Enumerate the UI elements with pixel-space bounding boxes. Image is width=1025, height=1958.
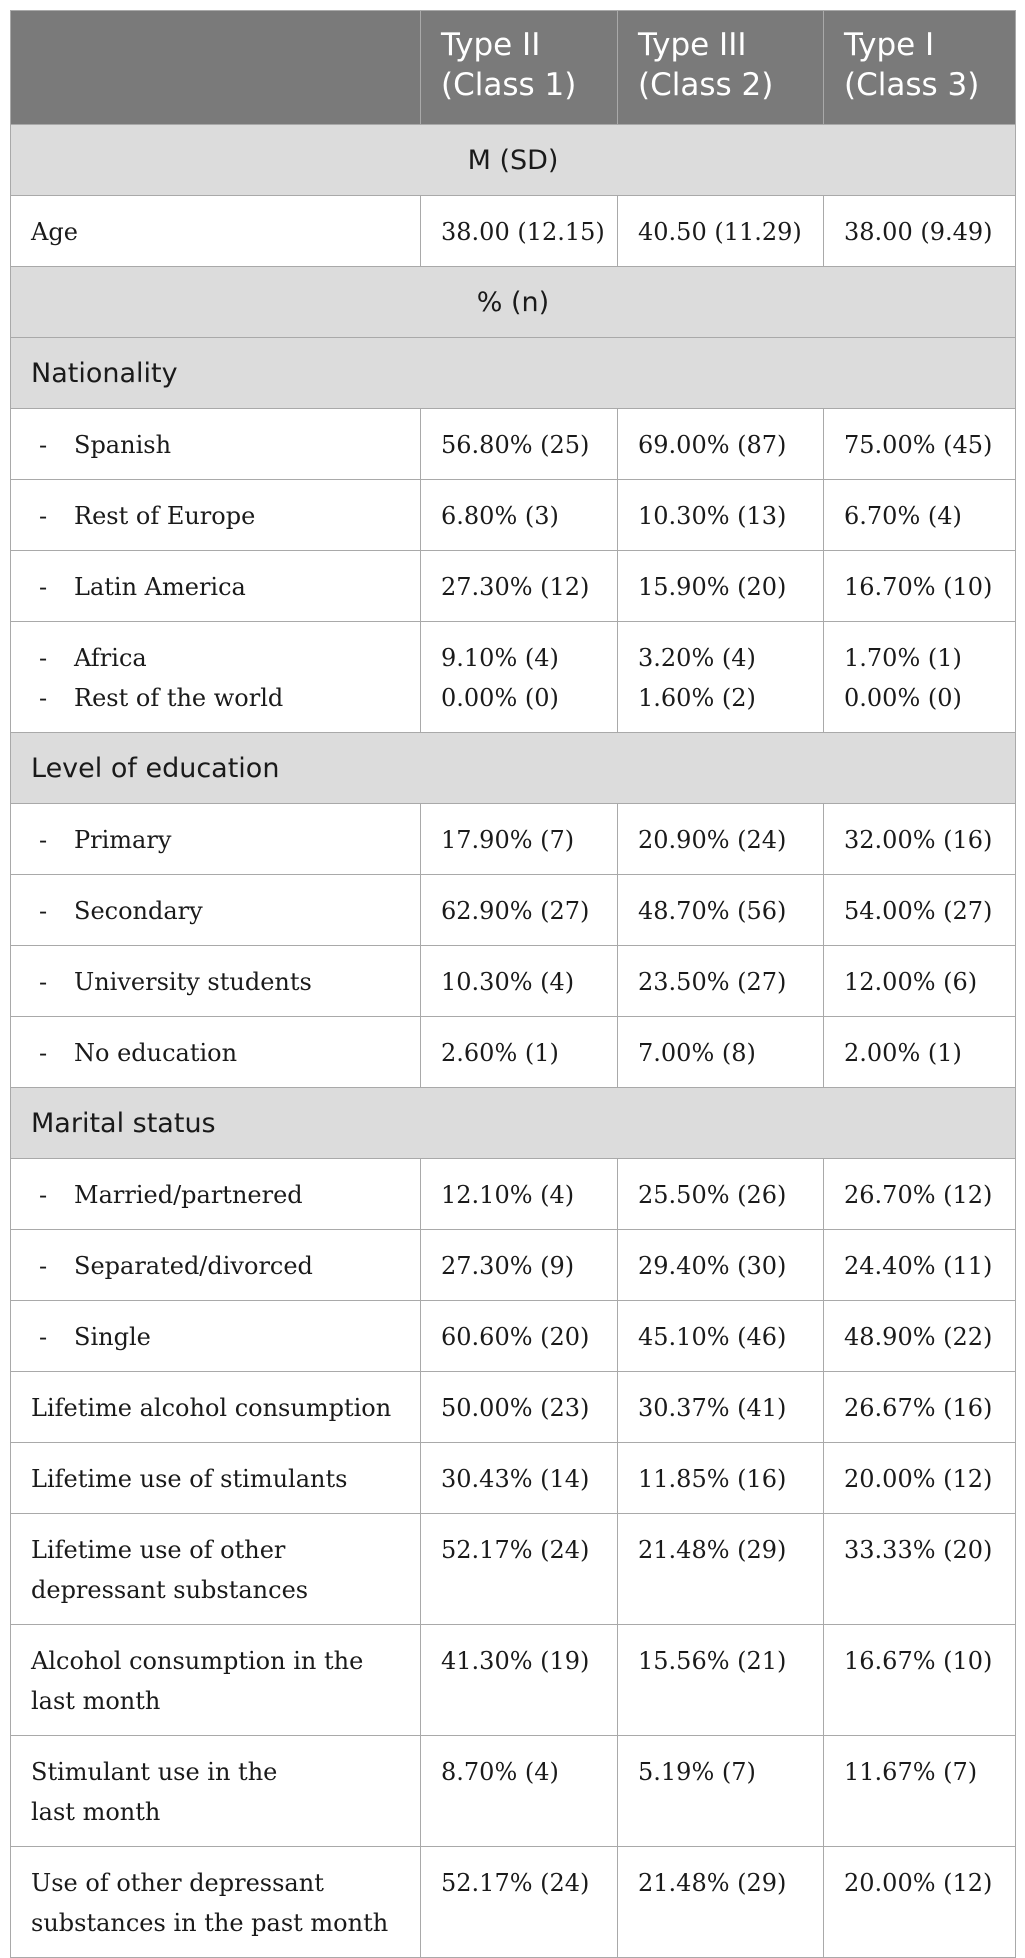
header-type-ii-line1: Type II: [441, 27, 541, 63]
table-row-spanish: [11, 409, 1016, 480]
section-label-nationality: Nationality: [11, 338, 1016, 409]
section-label-marital: Marital status: [11, 1088, 1016, 1159]
row-label-africa: [31, 638, 414, 678]
cell-married-class3: 26.70% (12): [824, 1159, 1016, 1230]
row-label-text: Africa: [74, 644, 147, 672]
cell-latin-america-class2: 15.90% (20): [618, 551, 824, 622]
row-label-no-education: [11, 1017, 421, 1088]
section-label-pct: % (n): [11, 267, 1016, 338]
section-label-education: Level of education: [11, 733, 1016, 804]
row-label-spanish: [11, 409, 421, 480]
header-empty: [11, 11, 421, 125]
header-row: [11, 11, 1016, 125]
bullet-dash: -: [39, 431, 48, 459]
cell-rest-europe-class1: 6.80% (3): [421, 480, 618, 551]
header-type-iii: [618, 11, 824, 125]
header-type-iii-line1: Type III: [638, 27, 747, 63]
cell-no-education-class2: 7.00% (8): [618, 1017, 824, 1088]
row-label-line1: Alcohol consumption in the: [31, 1647, 364, 1675]
header-type-ii: [421, 11, 618, 125]
table-row-lifetime-alcohol: [11, 1372, 1016, 1443]
cell-separated-class3: 24.40% (11): [824, 1230, 1016, 1301]
table-row-depressant-month: [11, 1847, 1016, 1958]
cell-depressant-month-class1: 52.17% (24): [421, 1847, 618, 1958]
header-type-i-line1: Type I: [844, 27, 935, 63]
cell-rest-europe-class3: 6.70% (4): [824, 480, 1016, 551]
cell-lifetime-depressant-class1: 52.17% (24): [421, 1514, 618, 1625]
row-label-text: Single: [74, 1323, 151, 1351]
cell-secondary-class2: 48.70% (56): [618, 875, 824, 946]
cell-single-class1: 60.60% (20): [421, 1301, 618, 1372]
row-label-text: Primary: [74, 826, 172, 854]
table-row-secondary: [11, 875, 1016, 946]
cell-rest-europe-class2: 10.30% (13): [618, 480, 824, 551]
section-row-nationality: [11, 338, 1016, 409]
row-label-married: [11, 1159, 421, 1230]
cell-single-class2: 45.10% (46): [618, 1301, 824, 1372]
bullet-dash: -: [39, 1252, 48, 1280]
cell-africa-rest-world-class2: [618, 622, 824, 733]
cell-lifetime-depressant-class3: 33.33% (20): [824, 1514, 1016, 1625]
cell-africa-class1: 9.10% (4): [441, 644, 559, 672]
table-row-latin-america: [11, 551, 1016, 622]
cell-married-class1: 12.10% (4): [421, 1159, 618, 1230]
header-type-iii-line2: (Class 2): [638, 67, 774, 103]
row-label-line1: Lifetime use of other: [31, 1536, 286, 1564]
cell-alcohol-month-class1: 41.30% (19): [421, 1625, 618, 1736]
cell-lifetime-alcohol-class1: 50.00% (23): [421, 1372, 618, 1443]
bullet-dash: -: [39, 1181, 48, 1209]
cell-age-class1: 38.00 (12.15): [421, 196, 618, 267]
table-row-rest-europe: [11, 480, 1016, 551]
table-row-married: [11, 1159, 1016, 1230]
row-label-rest-world: [31, 678, 414, 718]
row-label-depressant-month: [11, 1847, 421, 1958]
cell-africa-class3: 1.70% (1): [844, 644, 962, 672]
cell-stimulant-month-class1: 8.70% (4): [421, 1736, 618, 1847]
cell-africa-class2: 3.20% (4): [638, 644, 756, 672]
cell-no-education-class3: 2.00% (1): [824, 1017, 1016, 1088]
bullet-dash: -: [39, 897, 48, 925]
table-wrapper: [10, 10, 1015, 1958]
table-row-age: [11, 196, 1016, 267]
row-label-text: University students: [74, 968, 312, 996]
cell-africa-rest-world-class3: [824, 622, 1016, 733]
bullet-dash: -: [39, 1323, 48, 1351]
cell-lifetime-stimulants-class1: 30.43% (14): [421, 1443, 618, 1514]
row-label-text: Spanish: [74, 431, 172, 459]
header-type-ii-line2: (Class 1): [441, 67, 577, 103]
row-label-line1: Use of other depressant: [31, 1869, 324, 1897]
section-row-marital: [11, 1088, 1016, 1159]
cell-university-class3: 12.00% (6): [824, 946, 1016, 1017]
bullet-dash: -: [39, 502, 48, 530]
cell-depressant-month-class2: 21.48% (29): [618, 1847, 824, 1958]
row-label-latin-america: [11, 551, 421, 622]
table-row-stimulant-month: [11, 1736, 1016, 1847]
table-row-primary: [11, 804, 1016, 875]
section-row-msd: [11, 125, 1016, 196]
cell-spanish-class1: 56.80% (25): [421, 409, 618, 480]
cell-age-class3: 38.00 (9.49): [824, 196, 1016, 267]
cell-depressant-month-class3: 20.00% (12): [824, 1847, 1016, 1958]
table-row-africa-rest-world: [11, 622, 1016, 733]
row-label-text: Latin America: [74, 573, 246, 601]
cell-rest-world-class1: 0.00% (0): [441, 684, 559, 712]
cell-stimulant-month-class3: 11.67% (7): [824, 1736, 1016, 1847]
row-label-age: Age: [11, 196, 421, 267]
section-label-msd: M (SD): [11, 125, 1016, 196]
row-label-text: Married/partnered: [74, 1181, 303, 1209]
bullet-dash: -: [39, 1039, 48, 1067]
table-row-no-education: [11, 1017, 1016, 1088]
row-label-africa-rest-world: [11, 622, 421, 733]
bullet-dash: -: [39, 573, 48, 601]
cell-lifetime-stimulants-class3: 20.00% (12): [824, 1443, 1016, 1514]
cell-primary-class2: 20.90% (24): [618, 804, 824, 875]
row-label-line2: last month: [31, 1798, 161, 1826]
cell-africa-rest-world-class1: [421, 622, 618, 733]
cell-rest-world-class3: 0.00% (0): [844, 684, 962, 712]
row-label-text: Rest of Europe: [74, 502, 256, 530]
header-type-i-line2: (Class 3): [844, 67, 980, 103]
row-label-line2: last month: [31, 1687, 161, 1715]
cell-secondary-class3: 54.00% (27): [824, 875, 1016, 946]
cell-single-class3: 48.90% (22): [824, 1301, 1016, 1372]
cell-separated-class1: 27.30% (9): [421, 1230, 618, 1301]
row-label-text: Separated/divorced: [74, 1252, 313, 1280]
table-row-separated: [11, 1230, 1016, 1301]
header-type-i: [824, 11, 1016, 125]
row-label-alcohol-month: [11, 1625, 421, 1736]
table-row-university: [11, 946, 1016, 1017]
cell-latin-america-class3: 16.70% (10): [824, 551, 1016, 622]
table-row-alcohol-month: [11, 1625, 1016, 1736]
cell-separated-class2: 29.40% (30): [618, 1230, 824, 1301]
cell-university-class2: 23.50% (27): [618, 946, 824, 1017]
row-label-university: [11, 946, 421, 1017]
cell-alcohol-month-class2: 15.56% (21): [618, 1625, 824, 1736]
row-label-primary: [11, 804, 421, 875]
row-label-lifetime-stimulants: Lifetime use of stimulants: [11, 1443, 421, 1514]
cell-primary-class3: 32.00% (16): [824, 804, 1016, 875]
row-label-stimulant-month: [11, 1736, 421, 1847]
cell-alcohol-month-class3: 16.67% (10): [824, 1625, 1016, 1736]
row-label-line2: depressant substances: [31, 1576, 309, 1604]
table-row-lifetime-depressant: [11, 1514, 1016, 1625]
row-label-line1: Stimulant use in the: [31, 1758, 278, 1786]
cell-lifetime-alcohol-class3: 26.67% (16): [824, 1372, 1016, 1443]
row-label-text: Rest of the world: [74, 684, 284, 712]
bullet-dash: -: [39, 644, 48, 672]
cell-age-class2: 40.50 (11.29): [618, 196, 824, 267]
section-row-pct: [11, 267, 1016, 338]
row-label-lifetime-depressant: [11, 1514, 421, 1625]
row-label-lifetime-alcohol: Lifetime alcohol consumption: [11, 1372, 421, 1443]
cell-university-class1: 10.30% (4): [421, 946, 618, 1017]
cell-lifetime-depressant-class2: 21.48% (29): [618, 1514, 824, 1625]
row-label-separated: [11, 1230, 421, 1301]
cell-rest-world-class2: 1.60% (2): [638, 684, 756, 712]
table-row-lifetime-stimulants: [11, 1443, 1016, 1514]
cell-lifetime-alcohol-class2: 30.37% (41): [618, 1372, 824, 1443]
row-label-text: Secondary: [74, 897, 203, 925]
bullet-dash: -: [39, 968, 48, 996]
row-label-single: [11, 1301, 421, 1372]
cell-stimulant-month-class2: 5.19% (7): [618, 1736, 824, 1847]
row-label-text: No education: [74, 1039, 238, 1067]
cell-lifetime-stimulants-class2: 11.85% (16): [618, 1443, 824, 1514]
cell-secondary-class1: 62.90% (27): [421, 875, 618, 946]
row-label-line2: substances in the past month: [31, 1909, 389, 1937]
section-row-education: [11, 733, 1016, 804]
cell-spanish-class2: 69.00% (87): [618, 409, 824, 480]
row-label-rest-europe: [11, 480, 421, 551]
cell-latin-america-class1: 27.30% (12): [421, 551, 618, 622]
demographics-table: [10, 10, 1016, 1958]
bullet-dash: -: [39, 826, 48, 854]
cell-no-education-class1: 2.60% (1): [421, 1017, 618, 1088]
cell-primary-class1: 17.90% (7): [421, 804, 618, 875]
table-row-single: [11, 1301, 1016, 1372]
cell-married-class2: 25.50% (26): [618, 1159, 824, 1230]
row-label-secondary: [11, 875, 421, 946]
bullet-dash: -: [39, 684, 48, 712]
cell-spanish-class3: 75.00% (45): [824, 409, 1016, 480]
